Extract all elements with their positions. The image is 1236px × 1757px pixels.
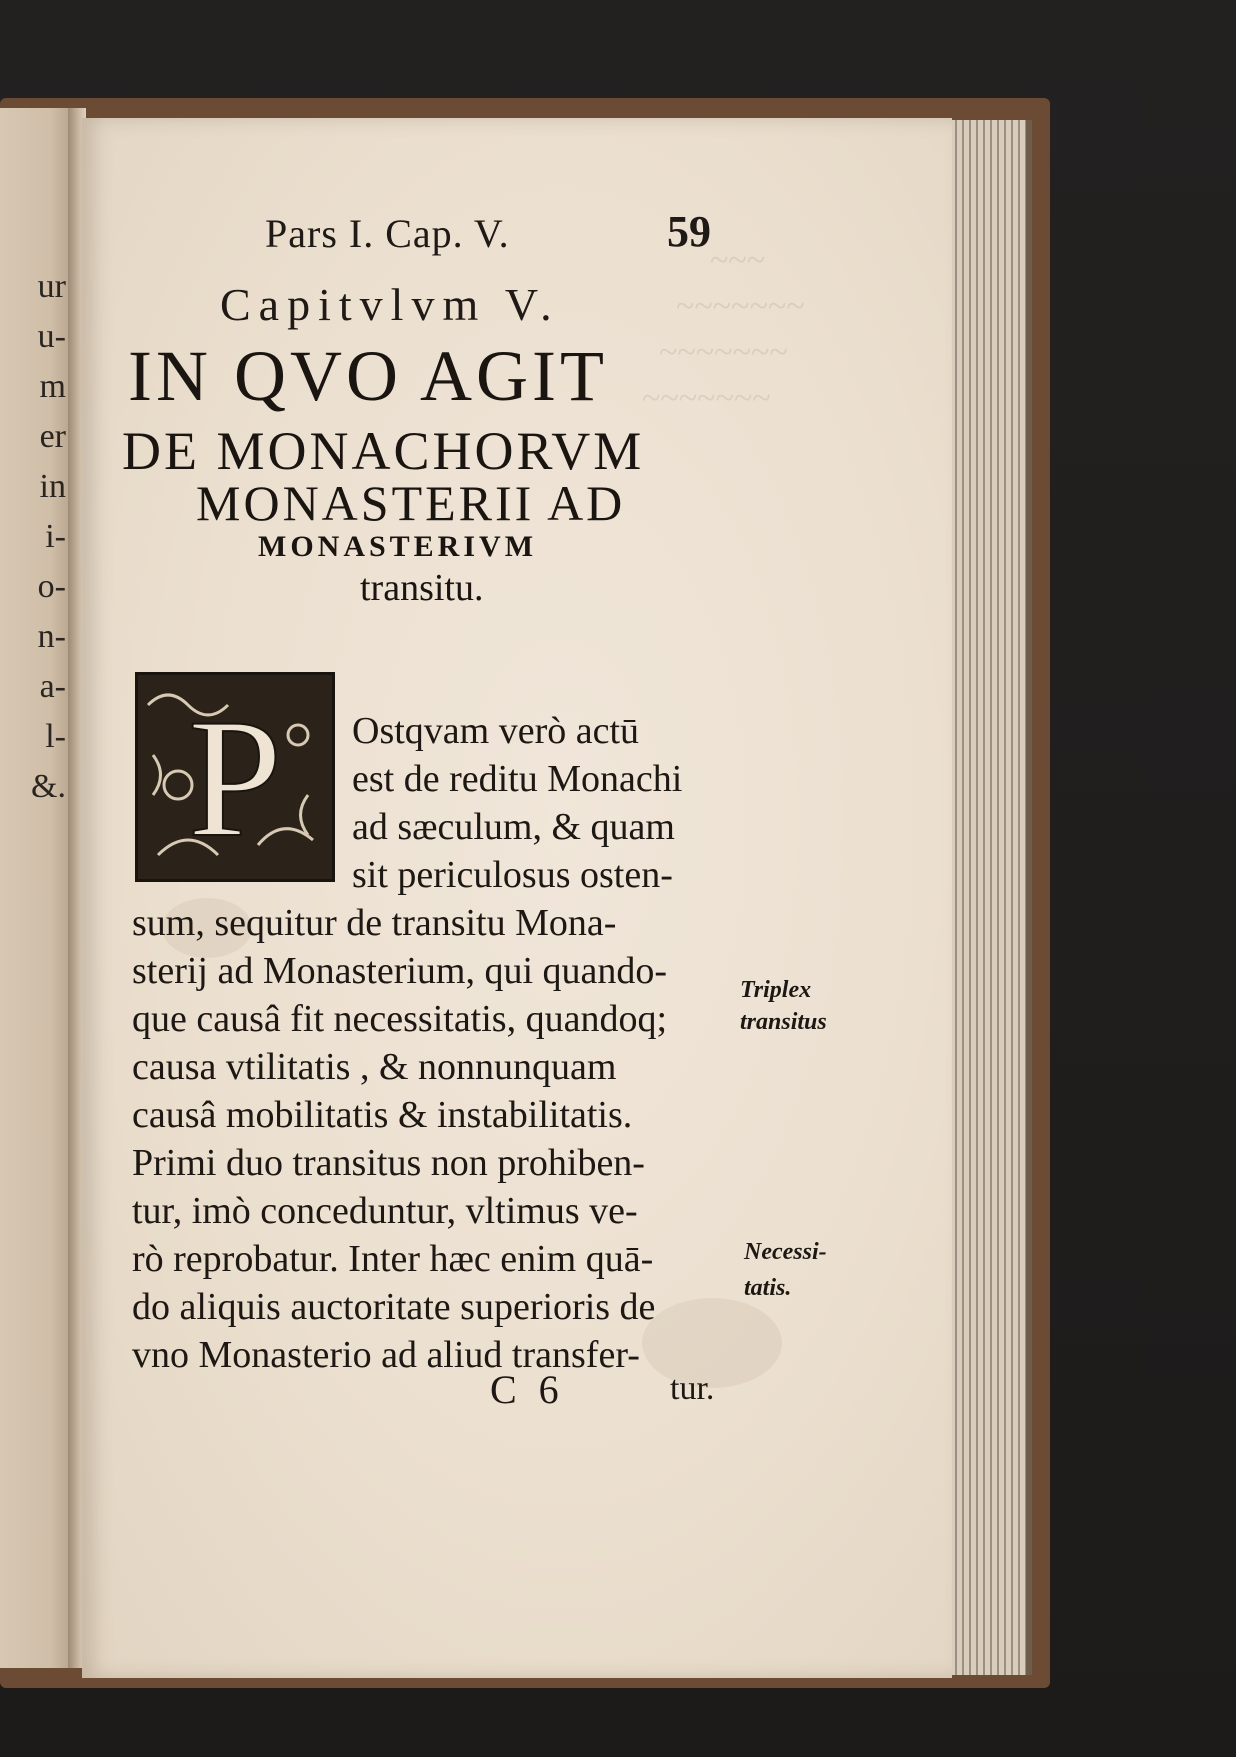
page-number: 59: [667, 207, 711, 256]
heading-line-2: DE MONACHORVM: [122, 421, 645, 481]
margin-note: Necessi-: [744, 1239, 827, 1265]
left-fragment: a-: [39, 668, 66, 705]
margin-note: tatis.: [744, 1275, 792, 1301]
body-line: que causâ fit necessitatis, quandoq;: [132, 998, 668, 1040]
left-fragment: m: [39, 368, 66, 405]
left-fragment: er: [39, 418, 66, 455]
left-fragment: i-: [45, 518, 66, 555]
left-fragment: &.: [31, 768, 66, 805]
heading-line-3: MONASTERII AD: [196, 475, 626, 531]
body-line: tur, imò conceduntur, vltimus ve-: [132, 1190, 638, 1232]
body-line: vno Monasterio ad aliud transfer-: [132, 1334, 640, 1376]
signature-mark: C 6: [490, 1367, 565, 1412]
heading-line-5: transitu.: [360, 567, 484, 609]
body-line: est de reditu Monachi: [352, 758, 683, 800]
body-line: sit periculosus osten-: [352, 854, 673, 896]
body-line: sterij ad Monasterium, qui quando-: [132, 950, 668, 992]
body-line: causâ mobilitatis & instabilitatis.: [132, 1094, 633, 1136]
body-line: do aliquis auctoritate superioris de: [132, 1286, 656, 1328]
left-fragment: o-: [37, 568, 66, 605]
left-fragment: n-: [37, 618, 66, 655]
heading-line-4: MONASTERIVM: [258, 530, 538, 563]
catchword: tur.: [670, 1370, 715, 1407]
body-line: rò reprobatur. Inter hæc enim quā-: [132, 1238, 654, 1280]
left-fragment: l-: [45, 718, 66, 755]
decorated-initial-ornament-icon: [138, 675, 332, 879]
body-line: causa vtilitatis , & nonnunquam: [132, 1046, 617, 1088]
body-line: Ostqvam verò actū: [352, 710, 640, 752]
decorated-initial: [135, 672, 335, 882]
left-fragment: in: [39, 468, 66, 505]
left-fragment: ur: [37, 268, 66, 305]
body-line: sum, sequitur de transitu Mona-: [132, 902, 617, 944]
initial-letter: P: [187, 684, 283, 872]
margin-note: Triplex: [740, 977, 812, 1003]
body-line: ad sæculum, & quam: [352, 806, 675, 848]
show-through-text: ~~~ ~~~~~~~ ~~~~~~~ ~~~~~~~: [642, 242, 805, 417]
body-line: Primi duo transitus non prohiben-: [132, 1142, 645, 1184]
left-fragment: u-: [37, 318, 66, 355]
running-head: Pars I. Cap. V.: [265, 211, 510, 256]
heading-line-1: IN QVO AGIT: [128, 336, 608, 416]
chapter-title: Capitvlvm V.: [220, 279, 560, 330]
margin-note: transitus: [740, 1009, 827, 1035]
left-page: [0, 108, 72, 1668]
